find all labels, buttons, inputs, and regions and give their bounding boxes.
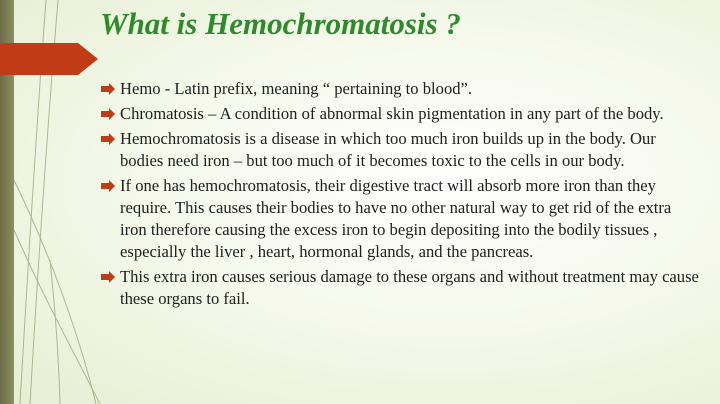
bullet-item: [100, 103, 700, 125]
bullet-list: [100, 78, 700, 313]
slide-title: What is Hemochromatosis ?: [100, 6, 461, 41]
bullet-item: [100, 266, 700, 310]
bullet-text: This extra iron causes serious damage to these organs and without treatment may cause these organs to fail.: [120, 267, 699, 308]
arrow-bullet-icon: [101, 271, 115, 283]
arrow-bullet-icon: [101, 180, 115, 192]
arrow-bullet-icon: [101, 108, 115, 120]
bullet-text: Hemochromatosis is a disease in which too much iron builds up in the body. Our bodies need iron – but too much of it becomes toxic to the cells in our body.: [120, 129, 656, 170]
bullet-text: Chromatosis – A condition of abnormal skin pigmentation in any part of the body.: [120, 104, 664, 123]
arrow-bullet-icon: [101, 133, 115, 145]
arrow-bullet-icon: [101, 83, 115, 95]
title-accent-bar: [0, 43, 98, 75]
bullet-item: [100, 78, 700, 100]
bullet-text: If one has hemochromatosis, their digestive tract will absorb more iron than they require. This causes their bodies to have no other natural way to get rid of the extra iron therefore causing the excess iron to begin depositing into the bodily tissues , especially the liver , heart, hormonal glands, and the pancreas.: [120, 176, 672, 261]
bullet-text: Hemo - Latin prefix, meaning “ pertaining to blood”.: [120, 79, 473, 98]
bullet-item: [100, 175, 700, 263]
bullet-item: [100, 128, 700, 172]
